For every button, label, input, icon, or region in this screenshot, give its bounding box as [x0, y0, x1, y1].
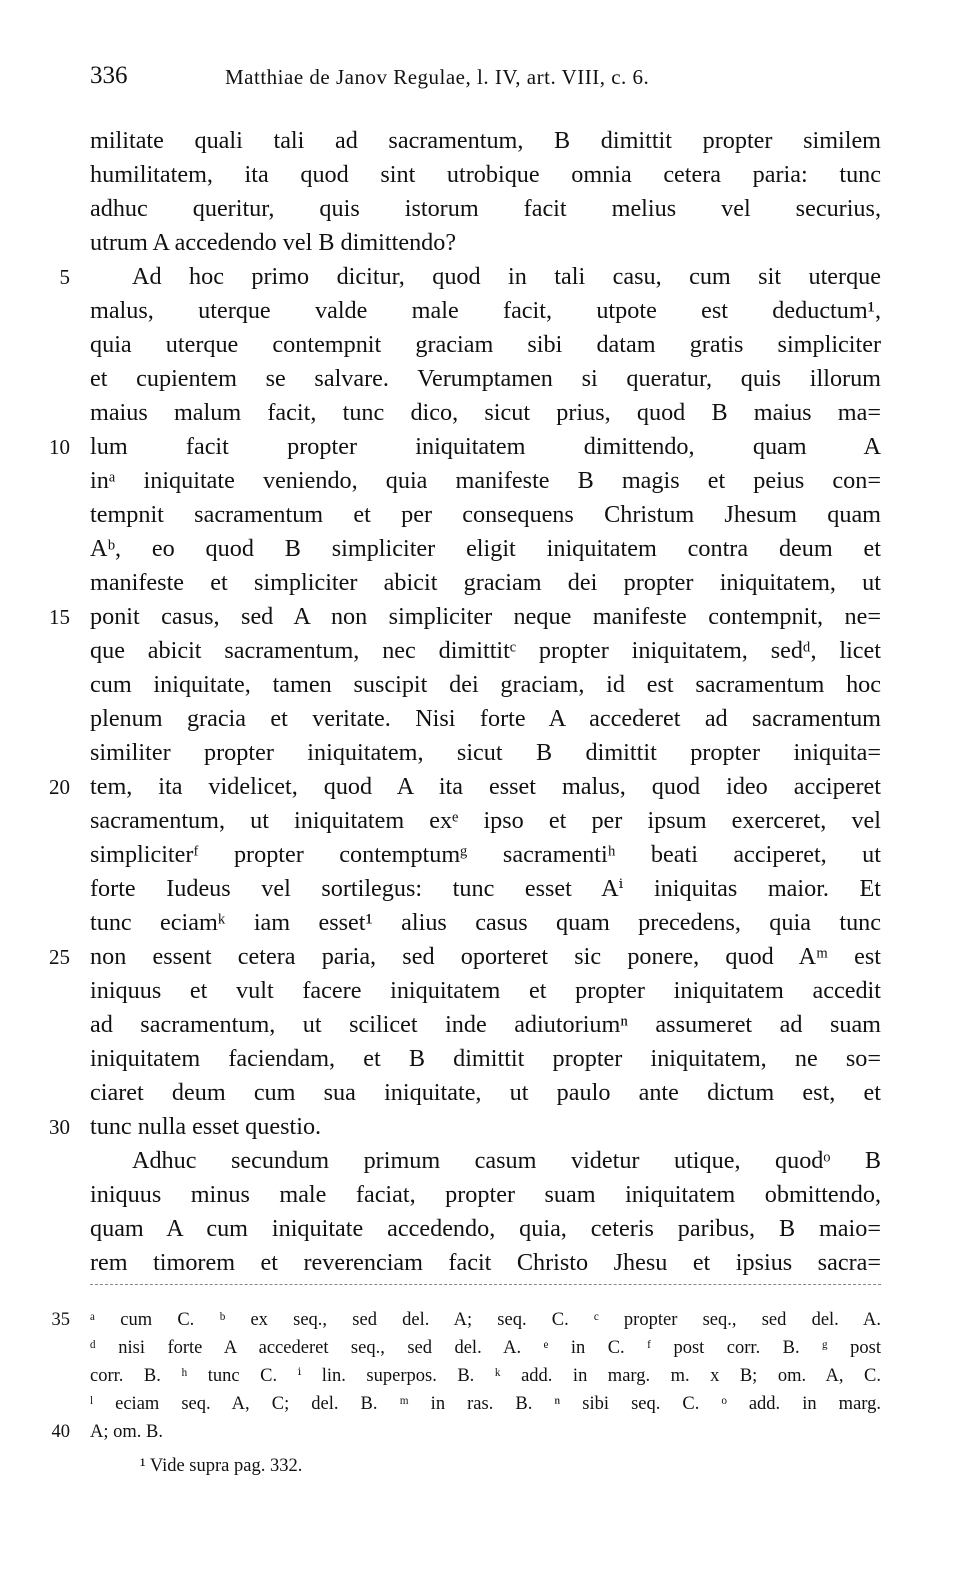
text-line: tunc eciamᵏ iam esset¹ alius casus quam precedens, quia tunc: [90, 909, 881, 936]
footnote-line: ᵈ nisi forte A accederet seq., sed del. A. ᵉ in C. ᶠ post corr. B. ᵍ post: [90, 1338, 881, 1358]
line-number: 30: [49, 1115, 70, 1139]
text-line: utrum A accedendo vel B dimittendo?: [90, 229, 457, 256]
line-number: 25: [49, 945, 70, 969]
text-line: Aᵇ, eo quod B simpliciter eligit iniquitatem contra deum et: [90, 535, 881, 562]
text-line: plenum gracia et veritate. Nisi forte A accederet ad sacramentum: [90, 705, 881, 732]
text-line: iniquus minus male faciat, propter suam iniquitatem obmittendo,: [90, 1181, 881, 1208]
text-line: similiter propter iniquitatem, sicut B dimittit propter iniquita=: [90, 739, 881, 766]
line-number: 10: [49, 435, 70, 459]
text-line: cum iniquitate, tamen suscipit dei graciam, id est sacramentum hoc: [90, 671, 881, 698]
footnote-line: ˡ eciam seq. A, C; del. B. ᵐ in ras. B. ⁿ sibi seq. C. ᵒ add. in marg.: [90, 1394, 881, 1414]
text-line: ad sacramentum, ut scilicet inde adiutoriumⁿ assumeret ad suam: [90, 1011, 881, 1038]
text-line: ciaret deum cum sua iniquitate, ut paulo ante dictum est, et: [90, 1079, 881, 1106]
line-number: 5: [59, 265, 70, 289]
line-number: 20: [49, 775, 70, 799]
text-line: sacramentum, ut iniquitatem exᵉ ipso et per ipsum exerceret, vel: [90, 807, 881, 834]
text-line: humilitatem, ita quod sint utrobique omnia cetera paria: tunc: [90, 161, 881, 188]
text-line: et cupientem se salvare. Verumptamen si queratur, quis illorum: [90, 365, 881, 392]
text-line: simpliciterᶠ propter contemptumᵍ sacramentiʰ beati acciperet, ut: [90, 841, 881, 868]
text-line: maius malum facit, tunc dico, sicut prius, quod B maius ma=: [90, 399, 881, 426]
text-line: que abicit sacramentum, nec dimittitᶜ propter iniquitatem, sedᵈ, licet: [90, 637, 881, 664]
text-line: adhuc queritur, quis istorum facit melius vel securius,: [90, 195, 881, 222]
footnote-line: ᵃ cum C. ᵇ ex seq., sed del. A; seq. C. ᶜ propter seq., sed del. A.: [90, 1310, 881, 1330]
page-number: 336: [90, 62, 128, 89]
line-number: 40: [51, 1422, 70, 1442]
line-number: 15: [49, 605, 70, 629]
text-line: rem timorem et reverenciam facit Christo Jhesu et ipsius sacra=: [90, 1249, 881, 1276]
page-header: [90, 62, 880, 98]
text-line: Ad hoc primo dicitur, quod in tali casu, cum sit uterque: [132, 263, 881, 290]
line-number: 35: [51, 1310, 70, 1330]
text-line: manifeste et simpliciter abicit graciam dei propter iniquitatem, ut: [90, 569, 881, 596]
footnote-line: ¹ Vide supra pag. 332.: [140, 1456, 303, 1476]
text-line: tem, ita videlicet, quod A ita esset malus, quod ideo acciperet: [90, 773, 881, 800]
footnote-divider: [90, 1284, 881, 1285]
text-line: ponit casus, sed A non simpliciter neque manifeste contempnit, ne=: [90, 603, 881, 630]
text-line: iniquus et vult facere iniquitatem et propter iniquitatem accedit: [90, 977, 881, 1004]
text-line: Adhuc secundum primum casum videtur utique, quodᵒ B: [132, 1147, 881, 1174]
text-line: forte Iudeus vel sortilegus: tunc esset Aⁱ iniquitas maior. Et: [90, 875, 881, 902]
text-line: militate quali tali ad sacramentum, B dimittit propter similem: [90, 127, 881, 154]
text-line: tunc nulla esset questio.: [90, 1113, 322, 1140]
footnote-line: A; om. B.: [90, 1422, 163, 1442]
text-line: tempnit sacramentum et per consequens Christum Jhesum quam: [90, 501, 881, 528]
text-line: inᵃ iniquitate veniendo, quia manifeste B magis et peius con=: [90, 467, 881, 494]
text-line: iniquitatem faciendam, et B dimittit propter iniquitatem, ne so=: [90, 1045, 881, 1072]
text-line: quam A cum iniquitate accedendo, quia, ceteris paribus, B maio=: [90, 1215, 881, 1242]
text-line: non essent cetera paria, sed oporteret sic ponere, quod Aᵐ est: [90, 943, 881, 970]
text-line: lum facit propter iniquitatem dimittendo, quam A: [90, 433, 881, 460]
text-line: malus, uterque valde male facit, utpote est deductum¹,: [90, 297, 881, 324]
footnote-line: corr. B. ʰ tunc C. ⁱ lin. superpos. B. ᵏ add. in marg. m. x B; om. A, C.: [90, 1366, 881, 1386]
text-line: quia uterque contempnit graciam sibi datam gratis simpliciter: [90, 331, 881, 358]
running-title: Matthiae de Janov Regulae, l. IV, art. VIII, c. 6.: [225, 65, 650, 89]
